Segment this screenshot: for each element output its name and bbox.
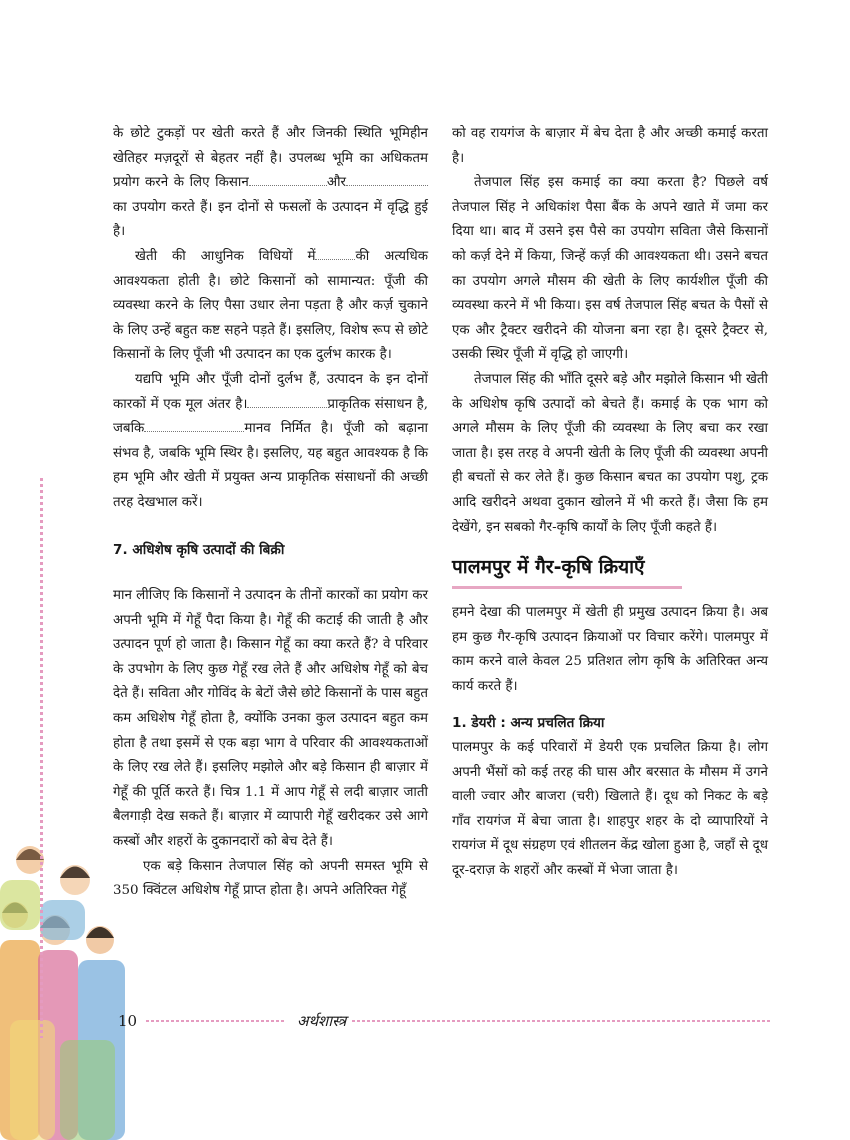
section-heading-1: 1. डेयरी : अन्य प्रचलित क्रिया — [452, 715, 605, 732]
fill-in-blank — [249, 173, 327, 186]
fill-in-blank — [247, 395, 327, 408]
page-number: 10 — [118, 1012, 138, 1030]
children-crowd-illustration — [0, 820, 125, 1140]
paragraph: मान लीजिए कि किसानों ने उत्पादन के तीनों कारकों का प्रयोग कर अपनी भूमि में गेहूँ पैदा किया है। गेहूँ की कटाई की जाती है और उत्पादन पूर्ण हो जाता है। किसान गेहूँ का क्या करते हैं? वे परिवार के उपभोग के लिए कुछ गेहूँ रख लेते हैं और अधिशेष गेहूँ को बेच देते हैं। सविता और गोविंद के बेटों जैसे छोटे किसानों के पास बहुत कम अधिशेष गेहूँ होता है, क्योंकि उनका कुल उत्पादन बहुत कम होता है तथा इसमें से एक बड़ा भाग वे परिवार की आवश्यकताओं के लिए रख लेते हैं। इसलिए मझोले और बड़े किसान ही बाज़ार में गेहूँ की पूर्ति करते हैं। चित्र 1.1 में आप गेहूँ से लदी बाज़ार जाती बैलगाड़ी देख सकते हैं। बाज़ार में व्यापारी गेहूँ खरीदकर उसे आगे कस्बों और शहरों के दुकानदारों को बेच देते हैं। — [113, 588, 428, 850]
left-text-column — [113, 122, 428, 904]
right-text-column — [452, 122, 768, 884]
fill-in-blank — [144, 419, 244, 432]
fill-in-blank — [315, 247, 355, 260]
section-title: पालमपुर में गैर-कृषि क्रियाएँ — [452, 554, 682, 589]
paragraph: खेती की आधुनिक विधियों में की अत्यधिक आवश्यकता होती है। छोटे किसानों को सामान्यत: पूँजी की व्यवस्था करने के लिए पैसा उधार लेना पड़ता है और कर्ज़ चुकाने के लिए उन्हें बहुत कष्ट सहने पड़ते हैं। इसलिए, विशेष रूप से छोटे किसानों के लिए पूँजी भी उत्पादन का एक दुर्लभ कारक है। — [113, 248, 428, 363]
paragraph: तेजपाल सिंह इस कमाई का क्या करता है? पिछले वर्ष तेजपाल सिंह ने अधिकांश पैसा बैंक के अपने खाते में जमा कर दिया था। बाद में उसने इस पैसे का उपयोग सविता जैसे किसानों को कर्ज़ देने में किया, जिन्हें कर्ज़ की आवश्यकता थी। उसने बचत का उपयोग अगले मौसम की खेती के लिए कार्यशील पूँजी की व्यवस्था करने में भी किया। इस वर्ष तेजपाल सिंह बचत के पैसों से एक और ट्रैक्टर खरीदने की योजना बना रहा है। दूसरे ट्रैक्टर से, उसकी स्थिर पूँजी में वृद्धि हो जाएगी। — [452, 175, 768, 363]
paragraph: हमने देखा की पालमपुर में खेती ही प्रमुख उत्पादन क्रिया है। अब हम कुछ गैर-कृषि उत्पादन क्रियाओं पर विचार करेंगे। पालमपुर में काम करने वाले केवल 25 प्रतिशत लोग कृषि के अतिरिक्त अन्य कार्य करते हैं। — [452, 605, 768, 694]
paragraph: के छोटे टुकड़ों पर खेती करते हैं और जिनकी स्थिति भूमिहीन खेतिहर मज़दूरों से बेहतर नहीं है। उपलब्ध भूमि का अधिकतम प्रयोग करने के लिए किसान और का उपयोग करते हैं। इन दोनों से फसलों के उत्पादन में वृद्धि हुई है। — [113, 126, 428, 240]
book-title: अर्थशास्त्र — [297, 1012, 347, 1030]
footer-decorative-line — [352, 1020, 772, 1022]
paragraph: तेजपाल सिंह की भाँति दूसरे बड़े और मझोले किसान भी खेती के अधिशेष कृषि उत्पादों को बेचते हैं। कमाई के एक भाग को अगले मौसम के लिए पूँजी की व्यवस्था के लिए बचा कर रखा जाता है। इस तरह वे अपनी खेती के लिए पूँजी की व्यवस्था अपनी ही बचतों से कर लेते हैं। कुछ किसान बचत का उपयोग पशु, ट्रक आदि खरीदने अथवा दुकान खोलने में भी करते हैं। जैसा कि हम देखेंगे, इन सबको गैर-कृषि कार्यों के लिए पूँजी कहते हैं। — [452, 371, 768, 535]
paragraph: यद्यपि भूमि और पूँजी दोनों दुर्लभ हैं, उत्पादन के इन दोनों कारकों में एक मूल अंतर है। प्राकृतिक संसाधन है, जबकि मानव निर्मित है। पूँजी को बढ़ाना संभव है, जबकि भूमि स्थिर है। इसलिए, यह बहुत आवश्यक है कि हम भूमि और खेती में प्रयुक्त अन्य प्राकृतिक संसाधनों की अच्छी तरह देखभाल करें। — [113, 371, 428, 510]
fill-in-blank — [346, 173, 428, 186]
side-decorative-border — [40, 478, 43, 1038]
paragraph: पालमपुर के कई परिवारों में डेयरी एक प्रचलित क्रिया है। लोग अपनी भैंसों को कई तरह की घास और बरसात के मौसम में उगने वाली ज्वार और बाजरा (चरी) खिलाते हैं। दूध को निकट के बड़े गाँव रायगंज में बेचा जाता है। शाहपुर शहर के दो व्यापारियों ने रायगंज में दूध संग्रहण एवं शीतलन केंद्र खोला हुआ है, जहाँ से दूध दूर-दराज़ के शहरों और कस्बों में भेजा जाता है। — [452, 740, 768, 879]
section-heading-7: 7. अधिशेष कृषि उत्पादों की बिक्री — [113, 541, 285, 558]
paragraph: को वह रायगंज के बाज़ार में बेच देता है और अच्छी कमाई करता है। — [452, 126, 768, 166]
footer-decorative-line — [146, 1020, 286, 1022]
paragraph: एक बड़े किसान तेजपाल सिंह को अपनी समस्त भूमि से 350 क्विंटल अधिशेष गेहूँ प्राप्त होता है। अपने अतिरिक्त गेहूँ — [113, 858, 428, 899]
